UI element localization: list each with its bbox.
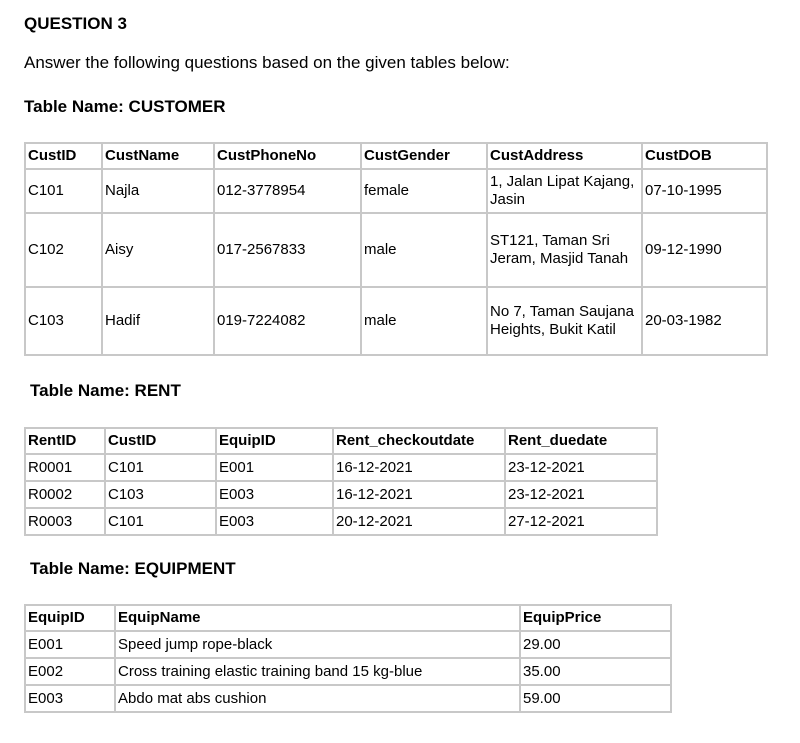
customer-cell: male: [361, 287, 487, 355]
equipment-cell: 29.00: [520, 631, 671, 658]
question-title: QUESTION 3: [24, 14, 127, 33]
rent-cell: C101: [105, 454, 216, 481]
customer-cell: ST121, Taman Sri Jeram, Masjid Tanah: [487, 213, 642, 287]
rent-header-row: [25, 428, 657, 454]
equipment-header-cell: EquipName: [115, 605, 520, 631]
rent-cell: 16-12-2021: [333, 454, 505, 481]
customer-cell: male: [361, 213, 487, 287]
customer-header-row: [25, 143, 767, 169]
customer-cell: 09-12-1990: [642, 213, 767, 287]
equipment-cell: E002: [25, 658, 115, 685]
table-row: [25, 481, 657, 508]
rent-cell: 20-12-2021: [333, 508, 505, 535]
rent-cell: C103: [105, 481, 216, 508]
customer-cell: C102: [25, 213, 102, 287]
rent-cell: 23-12-2021: [505, 481, 657, 508]
equipment-cell: Cross training elastic training band 15 kg-blue: [115, 658, 520, 685]
rent-cell: 23-12-2021: [505, 454, 657, 481]
table-row: [25, 658, 671, 685]
rent-table-title: Table Name: RENT: [30, 381, 181, 400]
customer-header-cell: CustPhoneNo: [214, 143, 361, 169]
equipment-header-cell: EquipID: [25, 605, 115, 631]
equipment-cell: Speed jump rope-black: [115, 631, 520, 658]
equipment-cell: 59.00: [520, 685, 671, 712]
equipment-table-title: Table Name: EQUIPMENT: [30, 559, 236, 578]
customer-table-title: Table Name: CUSTOMER: [24, 97, 226, 116]
rent-cell: E003: [216, 481, 333, 508]
equipment-header-row: [25, 605, 671, 631]
customer-header-cell: CustID: [25, 143, 102, 169]
equipment-cell: E001: [25, 631, 115, 658]
rent-table: [24, 427, 658, 536]
customer-cell: 017-2567833: [214, 213, 361, 287]
table-row: [25, 631, 671, 658]
customer-cell: female: [361, 169, 487, 213]
rent-cell: 27-12-2021: [505, 508, 657, 535]
equipment-header-cell: EquipPrice: [520, 605, 671, 631]
rent-cell: 16-12-2021: [333, 481, 505, 508]
table-row: [25, 287, 767, 355]
rent-cell: E001: [216, 454, 333, 481]
customer-cell: 1, Jalan Lipat Kajang, Jasin: [487, 169, 642, 213]
customer-cell: 20-03-1982: [642, 287, 767, 355]
rent-header-cell: EquipID: [216, 428, 333, 454]
customer-header-cell: CustDOB: [642, 143, 767, 169]
customer-cell: 019-7224082: [214, 287, 361, 355]
rent-header-cell: CustID: [105, 428, 216, 454]
rent-cell: R0002: [25, 481, 105, 508]
rent-header-cell: RentID: [25, 428, 105, 454]
table-row: [25, 685, 671, 712]
table-row: [25, 454, 657, 481]
rent-cell: C101: [105, 508, 216, 535]
equipment-cell: 35.00: [520, 658, 671, 685]
customer-cell: C103: [25, 287, 102, 355]
rent-cell: R0003: [25, 508, 105, 535]
rent-cell: R0001: [25, 454, 105, 481]
customer-cell: No 7, Taman Saujana Heights, Bukit Katil: [487, 287, 642, 355]
table-row: [25, 508, 657, 535]
customer-cell: Hadif: [102, 287, 214, 355]
customer-header-cell: CustAddress: [487, 143, 642, 169]
customer-cell: Najla: [102, 169, 214, 213]
equipment-cell: E003: [25, 685, 115, 712]
equipment-table: [24, 604, 672, 713]
customer-table: [24, 142, 768, 356]
equipment-cell: Abdo mat abs cushion: [115, 685, 520, 712]
customer-header-cell: CustGender: [361, 143, 487, 169]
customer-cell: 07-10-1995: [642, 169, 767, 213]
rent-header-cell: Rent_checkoutdate: [333, 428, 505, 454]
table-row: [25, 213, 767, 287]
instruction-text: Answer the following questions based on the given tables below:: [24, 53, 510, 72]
customer-cell: C101: [25, 169, 102, 213]
customer-cell: Aisy: [102, 213, 214, 287]
table-row: [25, 169, 767, 213]
customer-cell: 012-3778954: [214, 169, 361, 213]
rent-header-cell: Rent_duedate: [505, 428, 657, 454]
rent-cell: E003: [216, 508, 333, 535]
customer-header-cell: CustName: [102, 143, 214, 169]
